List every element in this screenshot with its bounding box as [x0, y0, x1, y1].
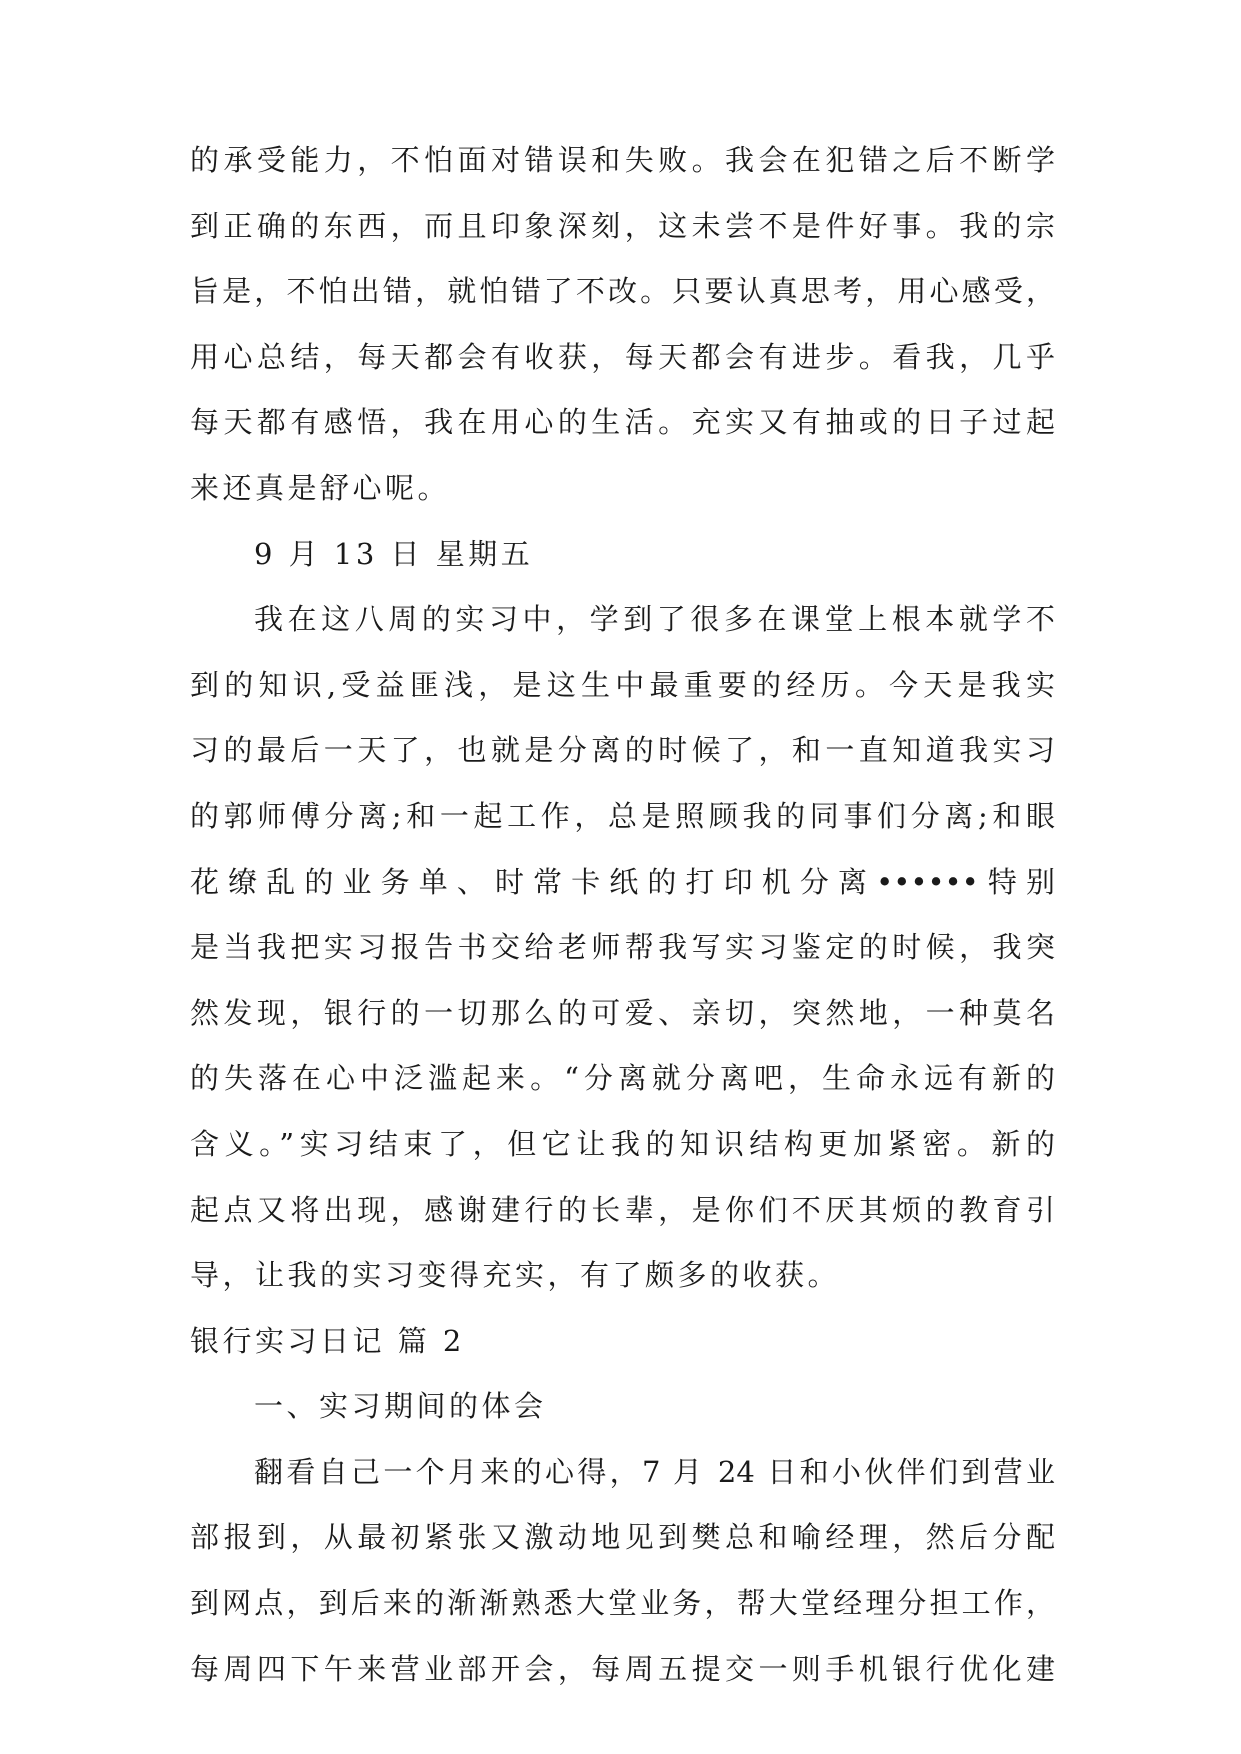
text-line: 翻看自己一个月来的心得，7 月 24 日和小伙伴们到营业 — [254, 1454, 1055, 1489]
text-line: 习的最后一天了，也就是分离的时候了，和一直知道我实习 — [190, 733, 1055, 768]
text-line: 9 月 13 日 星期五 — [254, 536, 534, 571]
text-line: 每周四下午来营业部开会，每周五提交一则手机银行优化建 — [190, 1651, 1055, 1686]
text-line: 到的知识,受益匪浅，是这生中最重要的经历。今天是我实 — [190, 667, 1055, 702]
text-line: 花缭乱的业务单、时常卡纸的打印机分离••••••特别 — [190, 864, 1055, 899]
document-body — [190, 128, 1055, 1702]
text-line: 银行实习日记 篇 2 — [190, 1323, 465, 1358]
text-line: 一、实习期间的体会 — [254, 1389, 547, 1424]
text-line: 旨是，不怕出错，就怕错了不改。只要认真思考，用心感受， — [190, 274, 1055, 309]
text-line: 的失落在心中泛滥起来。“分离就分离吧，生命永远有新的 — [190, 1061, 1055, 1096]
text-line: 起点又将出现，感谢建行的长辈，是你们不厌其烦的教育引 — [190, 1192, 1055, 1227]
text-line: 每天都有感悟，我在用心的生活。充实又有抽或的日子过起 — [190, 405, 1055, 440]
text-line: 部报到，从最初紧张又激动地见到樊总和喻经理，然后分配 — [190, 1520, 1055, 1555]
text-line: 来还真是舒心呢。 — [190, 470, 451, 505]
text-line: 我在这八周的实习中，学到了很多在课堂上根本就学不 — [254, 602, 1055, 637]
text-line: 到网点，到后来的渐渐熟悉大堂业务，帮大堂经理分担工作， — [190, 1586, 1055, 1621]
text-line: 的承受能力，不怕面对错误和失败。我会在犯错之后不断学 — [190, 143, 1055, 177]
text-line: 到正确的东西，而且印象深刻，这未尝不是件好事。我的宗 — [190, 208, 1055, 243]
text-line: 是当我把实习报告书交给老师帮我写实习鉴定的时候，我突 — [190, 930, 1055, 965]
text-line: 用心总结，每天都会有收获，每天都会有进步。看我，几乎 — [190, 339, 1055, 374]
text-line: 导，让我的实习变得充实，有了颇多的收获。 — [190, 1258, 841, 1293]
text-line: 然发现，银行的一切那么的可爱、亲切，突然地，一种莫名 — [190, 995, 1055, 1030]
text-line: 的郭师傅分离;和一起工作，总是照顾我的同事们分离;和眼 — [190, 798, 1055, 833]
text-line: 含义。”实习结束了，但它让我的知识结构更加紧密。新的 — [190, 1126, 1055, 1161]
